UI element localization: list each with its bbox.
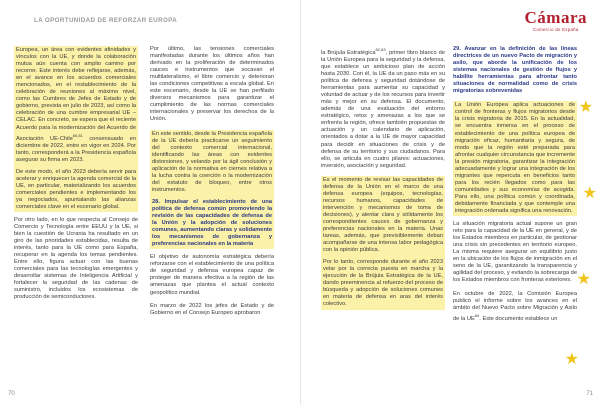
paragraph: Por lo tanto, corresponde durante el año 2023 velar por la correcta puesta en marcha y la ejecución de la Brújula Estratégica de la UE, dando preeminencia al refuerzo del proceso de búsqueda y adopción de soluciones comunes en materia de defensa en aras del interés colectivo. [323, 259, 443, 308]
highlighted-block [150, 130, 274, 250]
footnote-ref: 82,83 [375, 47, 386, 52]
paragraph: En este sentido, desde la Presidencia española de la UE debería practicarse un seguimiento del contexto comercial internacional, identificando las áreas con evidentes distorsiones, y velando por la ágil conclusión y aplicación de la normativa en ciernes relativa a la lucha contra la coerción o la modernización del estatuto de bloqueo, entre otros instrumentos. [152, 130, 272, 193]
paragraph: El objetivo de autonomía estratégica debería reforzarse con el establecimiento de una política de seguridad y defensa europea capaz de proteger de manera efectiva a la región de las amenazas que plantea el actual contexto geopolítico mundial. [150, 254, 274, 296]
logo-word: Cámara [524, 8, 587, 27]
right-column-1 [321, 46, 445, 315]
left-column-1 [14, 46, 138, 307]
eu-star-icon: ★ [564, 351, 579, 368]
section-heading-28: 28. Impulsar el establecimiento de una política de defensa común promoviendo la revisión de las capacidades de defensa de la Unión y la adopción de soluciones comunes, aumentando claras y solidamente los mecanismos de gobernanza y preferencias nacionales en la materia [152, 198, 272, 248]
eu-star-icon: ★ [576, 271, 591, 288]
highlighted-block [321, 176, 445, 310]
paragraph: En octubre de 2022, la Comisión Europea publicó el informe sobre los avances en el ámbito del Nuevo Pacto sobre Migración y Asilo de la UE$^{84}$. Este documento establece un [453, 290, 577, 322]
left-column-2 [150, 46, 274, 323]
right-page [300, 0, 600, 405]
page-number-left: 70 [8, 391, 15, 397]
paragraph: La Unión Europea aplica actuaciones de control de fronteras y flujos migratorios desde la crisis migratoria de 2015. En la actualidad, se encuentra inmersa en el proceso de establecimiento de una política europea de migración eficaz, humanitaria y segura, de modo que la región esté preparada para afrontar cualquier circunstancia que incremente la presión migratoria, garantizar la integración adecuadamente y lograr una integración de los migrantes que repercuta en beneficios tanto para los recién llegados como para las comunidades y sus economías de acogida. Para ello, una política común y coordinada, debidamente financiada y que contemple una integración ordenada significa una renovación. [455, 102, 575, 215]
eu-star-icon: ★ [578, 99, 593, 116]
paragraph: Es el momento de revisar las capacidades de defensa de la Unión en el marco de una defensa europea (equipos, tecnologías, recursos humanos, capacidades de intervención y mecanismos de toma de decisiones), y alentar clara y sólidamente los correspondientes cauces de gobernanza y preferencias nacionales en la materia. Unas tareas, además, que previsiblemente deban acompañarse de una intensa labor pedagógica con la opinión pública. [323, 176, 443, 254]
paragraph: Europea, un área con evidentes afinidades y vínculos con la UE, y donde la colaboración mutua aún cuenta con amplio camino por recorrer. Este interés debe reflejarse, además, en el avance en los acuerdos comerciales mencionados, en el restablecimiento de la celebración de reuniones al máximo nivel, como las Cumbres de Jefes de Estado y de gobierno, prevista en julio de 2023, así como la celebración de una cumbre empresarial UE – CELAC. En concreto, se espera que el reciente Acuerdo para la modernización del Acuerdo de Asociación UE-Chile$^{80,81}$ consensuado en diciembre de 2022, entre en vigor en 2024. Por tanto, corresponderá a la Presidencia española asegurar su firma en 2023. [16, 47, 136, 163]
paragraph: Por otro lado, en lo que respecta al Consejo de Comercio y Tecnología entre EEUU y la UE, si bien la cuestión de Ucrania ha resultado en un giro de las prioridades establecidas, resulta de interés, tanto para la UE como para España, recuperar en la agenda los temas pendientes. Entre ello, figura actuar con las buenas comerciales para las tecnologías emergentes y desarrollar sistemas de Inteligencia Artificial y fortalecer la seguridad de las cadenas de suministro, incluidos los ecosistemas de producción de semiconductores. [14, 216, 138, 301]
right-column-2 [453, 46, 577, 329]
paragraph: De este modo, el año 2023 debería servir para acelerar y enriquecer la agenda comercial de la UE, en particular, materializando los acuerdos comerciales pendientes e implementando los ya negociados, apuntalando las alianzas comerciales clave en el escenario global. [16, 168, 136, 210]
paragraph: la Brújula Estratégica$^{82,83}$, primer libro blanco de la Unión Europea para la seguridad y la defensa, que establece un ambicioso plan de acción hasta 2030. Con él, la UE da un paso más en su política de defensa y seguridad dotándose de herramientas para aumentar su capacidad y voluntad de actuar y de los recursos para invertir más y mejor en su defensa. El documento, además de una evaluación del entorno estratégico, retos y amenazas a los que se enfrenta la región, ofrece también propuestas de actuación y un calendario de aplicación, orientados a dotar a la UE de mayor capacidad para decidir en situaciones de crisis y de defensa de su territorio y sus ciudadanos. Para ello, se articula en cuatro pilares: actuaciones, inversión, asociación y seguridad. [321, 47, 445, 169]
footnote-ref: 80,81 [72, 132, 83, 138]
footnote-ref: 84 [474, 312, 480, 318]
page-number-right: 71 [586, 391, 593, 397]
paragraph: En marzo de 2022 los jefes de Estado y de Gobierno en el Consejo Europeo aprobaron [150, 302, 274, 316]
paragraph: Por último, las tensiones comerciales manifestadas durante los últimos años han derivado en la proliferación de determinados cauces e instrumentos que socavan el multilateralismo, el libre comercio y deterioran las condiciones competitivas a escala global. En este escenario, desde la UE se han perfilado diversos mecanismos para garantizar el cumplimiento de las normas comerciales internacionales y preservar los derechos de la Unión. [150, 46, 274, 123]
eu-star-icon: ★ [582, 185, 597, 202]
logo-subtitle: Comercio de España [532, 27, 579, 32]
camara-logo [525, 9, 587, 32]
paragraph: La situación migratoria actual supone un gran reto para la capacidad de la UE en general, y de los Estados miembros en particular, de gestionar una crisis sin precedentes en territorio europeo. La misma requiere asegurar un equilibrio justo en la ubicación de los flujos de inmigración en el seno de la UE, garantizando la transparencia y agilidad del proceso, y evitando la sobrecarga de los Estados miembros con fronteras exteriores. [453, 221, 577, 284]
highlighted-block [453, 101, 577, 216]
section-heading-29: 29. Avanzar en la definición de las líneas directrices de un nuevo Pacto de migración y asilo, que aborde la unificación de los sistemas nacionales de gestión de flujos y habilite herramientas para afrontar tanto situaciones de normalidad como de crisis migratorias sobrevenidas [453, 46, 577, 95]
running-header: LA OPORTUNIDAD DE REFORZAR EUROPA [34, 17, 178, 24]
highlighted-block [14, 46, 138, 212]
